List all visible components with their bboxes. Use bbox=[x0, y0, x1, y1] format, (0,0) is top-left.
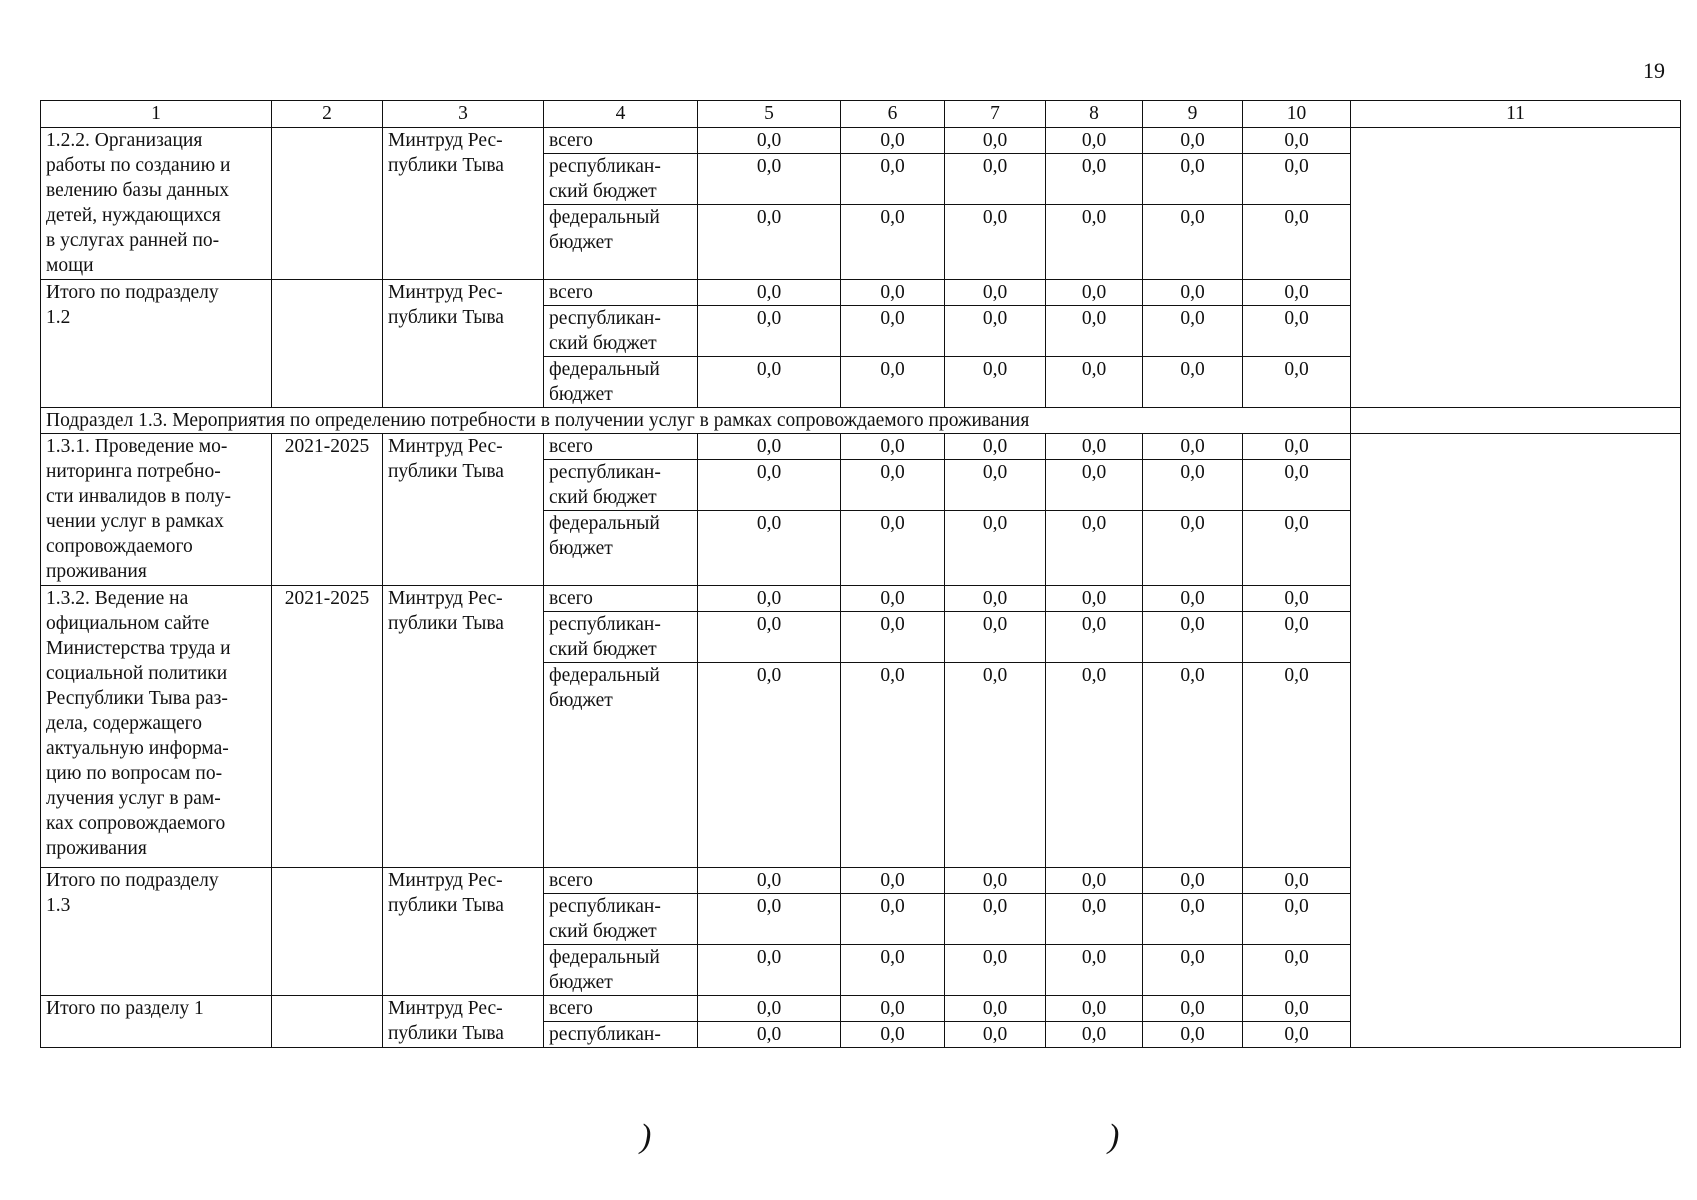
value-cell: 0,0 bbox=[698, 996, 841, 1022]
budget-table bbox=[40, 100, 1681, 1048]
item-executor: Минтруд Рес- публики Тыва bbox=[383, 586, 544, 868]
value-cell: 0,0 bbox=[945, 996, 1046, 1022]
value-cell: 0,0 bbox=[841, 280, 945, 306]
funding-source: всего bbox=[544, 868, 698, 894]
value-cell: 0,0 bbox=[1046, 945, 1143, 996]
col-11-cell bbox=[1351, 408, 1681, 434]
value-cell: 0,0 bbox=[1243, 205, 1351, 280]
value-cell: 0,0 bbox=[1046, 868, 1143, 894]
value-cell: 0,0 bbox=[945, 1022, 1046, 1048]
item-title: 1.3.2. Ведение на официальном сайте Министерства труда и социальной политики Республики Тыва раз- дела, содержащего актуальную информа- цию по вопросам по- лучения услуг в рам- ках сопровождаемого проживания bbox=[41, 586, 272, 868]
value-cell: 0,0 bbox=[1143, 868, 1243, 894]
value-cell: 0,0 bbox=[698, 280, 841, 306]
value-cell: 0,0 bbox=[698, 894, 841, 945]
value-cell: 0,0 bbox=[1243, 894, 1351, 945]
funding-source: федеральный бюджет bbox=[544, 663, 698, 868]
col-11-cell bbox=[1351, 128, 1681, 408]
table-row bbox=[41, 128, 1681, 154]
value-cell: 0,0 bbox=[1143, 154, 1243, 205]
value-cell: 0,0 bbox=[1243, 280, 1351, 306]
header-col-2: 2 bbox=[272, 101, 383, 128]
value-cell: 0,0 bbox=[1046, 434, 1143, 460]
value-cell: 0,0 bbox=[1046, 460, 1143, 511]
value-cell: 0,0 bbox=[1046, 154, 1143, 205]
header-col-3: 3 bbox=[383, 101, 544, 128]
value-cell: 0,0 bbox=[1046, 612, 1143, 663]
value-cell: 0,0 bbox=[1046, 205, 1143, 280]
value-cell: 0,0 bbox=[1143, 996, 1243, 1022]
header-col-6: 6 bbox=[841, 101, 945, 128]
header-col-4: 4 bbox=[544, 101, 698, 128]
value-cell: 0,0 bbox=[945, 894, 1046, 945]
value-cell: 0,0 bbox=[1243, 434, 1351, 460]
value-cell: 0,0 bbox=[945, 460, 1046, 511]
funding-source: республикан- ский бюджет bbox=[544, 894, 698, 945]
funding-source: всего bbox=[544, 434, 698, 460]
value-cell: 0,0 bbox=[1243, 511, 1351, 586]
item-executor: Минтруд Рес- публики Тыва bbox=[383, 434, 544, 586]
value-cell: 0,0 bbox=[1143, 460, 1243, 511]
item-executor: Минтруд Рес- публики Тыва bbox=[383, 868, 544, 996]
value-cell: 0,0 bbox=[1243, 1022, 1351, 1048]
value-cell: 0,0 bbox=[1143, 586, 1243, 612]
funding-source: республикан- bbox=[544, 1022, 698, 1048]
header-col-1: 1 bbox=[41, 101, 272, 128]
header-col-11: 11 bbox=[1351, 101, 1681, 128]
value-cell: 0,0 bbox=[1243, 945, 1351, 996]
value-cell: 0,0 bbox=[945, 357, 1046, 408]
header-row bbox=[41, 101, 1681, 128]
value-cell: 0,0 bbox=[1143, 128, 1243, 154]
item-period bbox=[272, 996, 383, 1048]
funding-source: всего bbox=[544, 586, 698, 612]
value-cell: 0,0 bbox=[1046, 511, 1143, 586]
value-cell: 0,0 bbox=[1243, 868, 1351, 894]
funding-source: федеральный бюджет bbox=[544, 945, 698, 996]
value-cell: 0,0 bbox=[698, 306, 841, 357]
value-cell: 0,0 bbox=[1143, 945, 1243, 996]
value-cell: 0,0 bbox=[945, 868, 1046, 894]
funding-source: федеральный бюджет bbox=[544, 357, 698, 408]
value-cell: 0,0 bbox=[945, 306, 1046, 357]
value-cell: 0,0 bbox=[1046, 663, 1143, 868]
table-row bbox=[41, 434, 1681, 460]
value-cell: 0,0 bbox=[841, 894, 945, 945]
value-cell: 0,0 bbox=[945, 280, 1046, 306]
value-cell: 0,0 bbox=[945, 586, 1046, 612]
value-cell: 0,0 bbox=[945, 511, 1046, 586]
item-title: Итого по подразделу 1.3 bbox=[41, 868, 272, 996]
value-cell: 0,0 bbox=[698, 460, 841, 511]
funding-source: всего bbox=[544, 996, 698, 1022]
header-col-9: 9 bbox=[1143, 101, 1243, 128]
value-cell: 0,0 bbox=[1046, 586, 1143, 612]
value-cell: 0,0 bbox=[841, 586, 945, 612]
value-cell: 0,0 bbox=[1243, 128, 1351, 154]
value-cell: 0,0 bbox=[1143, 280, 1243, 306]
item-period bbox=[272, 868, 383, 996]
value-cell: 0,0 bbox=[841, 154, 945, 205]
value-cell: 0,0 bbox=[698, 612, 841, 663]
value-cell: 0,0 bbox=[841, 612, 945, 663]
value-cell: 0,0 bbox=[698, 434, 841, 460]
value-cell: 0,0 bbox=[1046, 128, 1143, 154]
funding-source: федеральный бюджет bbox=[544, 511, 698, 586]
value-cell: 0,0 bbox=[1143, 205, 1243, 280]
value-cell: 0,0 bbox=[1243, 663, 1351, 868]
value-cell: 0,0 bbox=[841, 996, 945, 1022]
value-cell: 0,0 bbox=[841, 1022, 945, 1048]
value-cell: 0,0 bbox=[945, 663, 1046, 868]
funding-source: республикан- ский бюджет bbox=[544, 612, 698, 663]
value-cell: 0,0 bbox=[841, 357, 945, 408]
funding-source: федеральный бюджет bbox=[544, 205, 698, 280]
value-cell: 0,0 bbox=[1143, 894, 1243, 945]
funding-source: всего bbox=[544, 128, 698, 154]
value-cell: 0,0 bbox=[1143, 663, 1243, 868]
value-cell: 0,0 bbox=[1046, 357, 1143, 408]
funding-source: республикан- ский бюджет bbox=[544, 154, 698, 205]
value-cell: 0,0 bbox=[1243, 586, 1351, 612]
value-cell: 0,0 bbox=[698, 128, 841, 154]
item-title: 1.3.1. Проведение мо- ниторинга потребно- сти инвалидов в полу- чении услуг в рамках сопровождаемого проживания bbox=[41, 434, 272, 586]
value-cell: 0,0 bbox=[1243, 154, 1351, 205]
item-title: Итого по подразделу 1.2 bbox=[41, 280, 272, 408]
col-11-cell bbox=[1351, 434, 1681, 1048]
funding-source: всего bbox=[544, 280, 698, 306]
value-cell: 0,0 bbox=[698, 868, 841, 894]
value-cell: 0,0 bbox=[698, 586, 841, 612]
footer-mark-left: ) bbox=[640, 1118, 652, 1155]
value-cell: 0,0 bbox=[841, 205, 945, 280]
value-cell: 0,0 bbox=[841, 663, 945, 868]
footer-mark-right: ) bbox=[1108, 1118, 1120, 1155]
value-cell: 0,0 bbox=[1143, 434, 1243, 460]
value-cell: 0,0 bbox=[841, 511, 945, 586]
value-cell: 0,0 bbox=[1243, 612, 1351, 663]
table-body bbox=[41, 128, 1681, 1048]
item-period: 2021-2025 bbox=[272, 434, 383, 586]
item-period: 2021-2025 bbox=[272, 586, 383, 868]
value-cell: 0,0 bbox=[1046, 280, 1143, 306]
value-cell: 0,0 bbox=[1046, 306, 1143, 357]
subsection-title: Подраздел 1.3. Мероприятия по определению потребности в получении услуг в рамках сопровождаемого проживания bbox=[41, 408, 1351, 434]
value-cell: 0,0 bbox=[698, 154, 841, 205]
value-cell: 0,0 bbox=[1046, 894, 1143, 945]
header-col-10: 10 bbox=[1243, 101, 1351, 128]
value-cell: 0,0 bbox=[1243, 996, 1351, 1022]
value-cell: 0,0 bbox=[698, 945, 841, 996]
funding-source: республикан- ский бюджет bbox=[544, 306, 698, 357]
value-cell: 0,0 bbox=[945, 205, 1046, 280]
value-cell: 0,0 bbox=[1143, 612, 1243, 663]
value-cell: 0,0 bbox=[1143, 357, 1243, 408]
value-cell: 0,0 bbox=[945, 128, 1046, 154]
value-cell: 0,0 bbox=[1243, 357, 1351, 408]
value-cell: 0,0 bbox=[698, 1022, 841, 1048]
value-cell: 0,0 bbox=[945, 945, 1046, 996]
item-executor: Минтруд Рес- публики Тыва bbox=[383, 128, 544, 280]
value-cell: 0,0 bbox=[841, 868, 945, 894]
value-cell: 0,0 bbox=[1046, 1022, 1143, 1048]
value-cell: 0,0 bbox=[945, 612, 1046, 663]
value-cell: 0,0 bbox=[841, 460, 945, 511]
header-col-7: 7 bbox=[945, 101, 1046, 128]
value-cell: 0,0 bbox=[841, 434, 945, 460]
value-cell: 0,0 bbox=[1243, 306, 1351, 357]
value-cell: 0,0 bbox=[1143, 511, 1243, 586]
value-cell: 0,0 bbox=[698, 357, 841, 408]
subsection-row bbox=[41, 408, 1681, 434]
header-col-5: 5 bbox=[698, 101, 841, 128]
value-cell: 0,0 bbox=[698, 663, 841, 868]
item-executor: Минтруд Рес- публики Тыва bbox=[383, 280, 544, 408]
item-title: 1.2.2. Организация работы по созданию и велению базы данных детей, нуждающихся в услугах ранней по- мощи bbox=[41, 128, 272, 280]
value-cell: 0,0 bbox=[841, 945, 945, 996]
header-col-8: 8 bbox=[1046, 101, 1143, 128]
value-cell: 0,0 bbox=[1046, 996, 1143, 1022]
item-period bbox=[272, 280, 383, 408]
item-period bbox=[272, 128, 383, 280]
value-cell: 0,0 bbox=[1143, 306, 1243, 357]
page-number: 19 bbox=[1643, 58, 1665, 83]
item-title: Итого по разделу 1 bbox=[41, 996, 272, 1048]
item-executor: Минтруд Рес- публики Тыва bbox=[383, 996, 544, 1048]
value-cell: 0,0 bbox=[698, 205, 841, 280]
value-cell: 0,0 bbox=[1143, 1022, 1243, 1048]
value-cell: 0,0 bbox=[841, 306, 945, 357]
value-cell: 0,0 bbox=[698, 511, 841, 586]
funding-source: республикан- ский бюджет bbox=[544, 460, 698, 511]
value-cell: 0,0 bbox=[1243, 460, 1351, 511]
value-cell: 0,0 bbox=[945, 154, 1046, 205]
value-cell: 0,0 bbox=[945, 434, 1046, 460]
value-cell: 0,0 bbox=[841, 128, 945, 154]
